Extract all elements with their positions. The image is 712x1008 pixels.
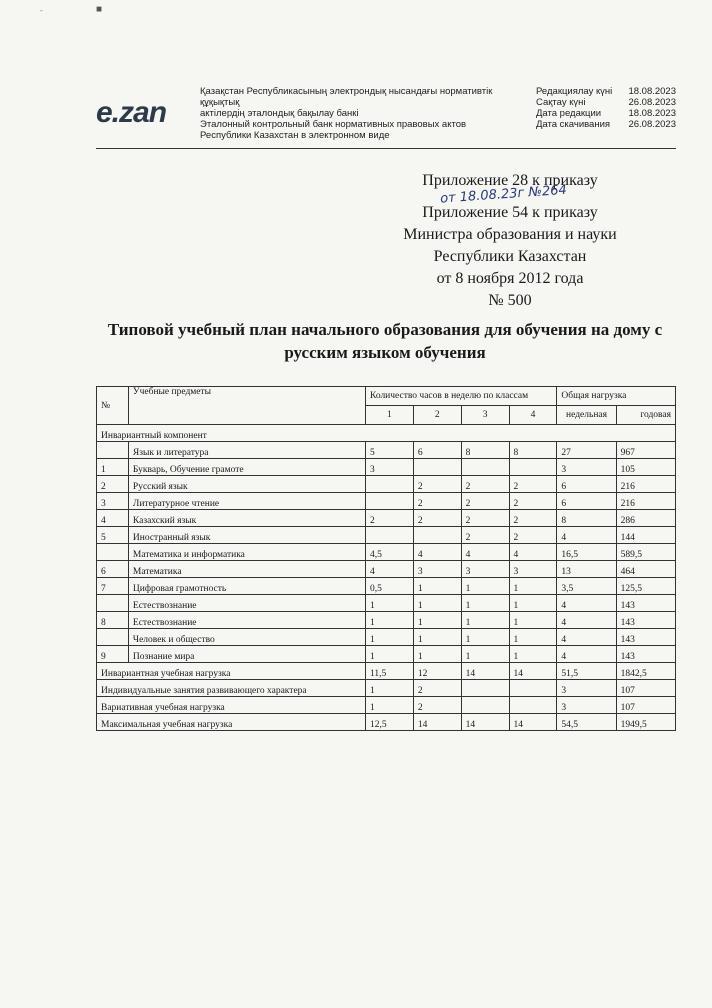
row-grade-hours: 2 [509,493,557,510]
document-title: Типовой учебный план начального образования для обучения на дому с русским языком обучения [107,320,663,362]
row-grade-hours: 3 [413,561,461,578]
meta-row: Дата скачивания 26.08.2023 [536,119,676,130]
table-row [97,476,676,493]
row-grade-hours: 2 [461,476,509,493]
row-grade-hours: 1 [365,629,413,646]
ezan-logo [96,96,166,130]
row-grade-hours: 1 [413,595,461,612]
logo-e: e. [96,96,120,129]
total-grade-hours [461,680,509,697]
row-grade-hours: 1 [461,595,509,612]
appendix-line: от 8 ноября 2012 года [436,270,584,287]
section-invariant: Инвариантный компонент [97,425,676,442]
total-row [97,663,676,680]
total-grade-hours: 2 [413,697,461,714]
row-num [97,595,129,612]
total-label: Инвариантная учебная нагрузка [97,663,366,680]
header-hours: Количество часов в неделю по классам [365,387,556,406]
header-source-text [200,86,510,141]
row-grade-hours: 4,5 [365,544,413,561]
header-line: Эталонный контрольный банк нормативных правовых актов [200,119,467,130]
row-grade-hours: 4 [461,544,509,561]
row-weekly: 4 [557,595,616,612]
row-num: 9 [97,646,129,663]
row-grade-hours: 1 [413,578,461,595]
row-num: 4 [97,510,129,527]
row-weekly: 13 [557,561,616,578]
total-grade-hours: 14 [509,714,557,731]
row-grade-hours: 0,5 [365,578,413,595]
logo-zan: zan [119,96,167,129]
row-grade-hours: 1 [509,578,557,595]
document-header [96,86,676,146]
table-row [97,442,676,459]
row-grade-hours: 8 [509,442,557,459]
row-num: 7 [97,578,129,595]
table-row [97,527,676,544]
appendix-line: Приложение 54 к приказу [422,204,598,221]
total-grade-hours: 14 [461,714,509,731]
header-grade: 4 [509,406,557,425]
header-line: Республики Казахстан в электронном виде [200,130,390,141]
row-num: 1 [97,459,129,476]
row-subject: Математика и информатика [128,544,365,561]
row-grade-hours [365,527,413,544]
total-yearly: 107 [616,697,675,714]
total-grade-hours: 14 [461,663,509,680]
row-num: 2 [97,476,129,493]
total-label: Вариативная учебная нагрузка [97,697,366,714]
row-grade-hours: 3 [365,459,413,476]
total-grade-hours: 1 [365,680,413,697]
row-grade-hours: 1 [365,646,413,663]
row-grade-hours: 5 [365,442,413,459]
row-weekly: 16,5 [557,544,616,561]
row-grade-hours: 2 [413,510,461,527]
row-subject: Литературное чтение [128,493,365,510]
meta-row: Редакциялау күні 18.08.2023 [536,86,676,97]
total-grade-hours: 12 [413,663,461,680]
row-grade-hours: 3 [509,561,557,578]
total-grade-hours [509,697,557,714]
appendix-line: Республики Казахстан [433,248,587,265]
row-yearly: 967 [616,442,675,459]
row-grade-hours: 2 [461,527,509,544]
row-weekly: 3 [557,459,616,476]
header-line: актілердің эталондық бақылау банкі [200,108,359,119]
row-yearly: 105 [616,459,675,476]
row-grade-hours: 1 [461,646,509,663]
row-num: 3 [97,493,129,510]
total-label: Индивидуальные занятия развивающего характера [97,680,366,697]
total-yearly: 107 [616,680,675,697]
row-grade-hours: 1 [365,595,413,612]
header-grade: 1 [365,406,413,425]
row-grade-hours: 2 [461,510,509,527]
row-weekly: 4 [557,527,616,544]
row-yearly: 464 [616,561,675,578]
row-weekly: 6 [557,493,616,510]
table-row [97,561,676,578]
row-subject: Цифровая грамотность [128,578,365,595]
row-weekly: 4 [557,612,616,629]
row-grade-hours [413,459,461,476]
total-grade-hours: 11,5 [365,663,413,680]
row-subject: Иностранный язык [128,527,365,544]
total-grade-hours [461,697,509,714]
row-num: 6 [97,561,129,578]
total-label: Максимальная учебная нагрузка [97,714,366,731]
table-row [97,629,676,646]
row-grade-hours: 4 [509,544,557,561]
row-num: 8 [97,612,129,629]
header-divider [96,148,676,149]
row-num [97,442,129,459]
row-grade-hours: 6 [413,442,461,459]
appendix-line: № 500 [488,292,532,309]
row-grade-hours: 2 [509,527,557,544]
scan-artifact: - [40,6,43,15]
table-row [97,612,676,629]
total-row [97,714,676,731]
total-row [97,697,676,714]
row-subject: Естествознание [128,612,365,629]
row-num: 5 [97,527,129,544]
total-weekly: 3 [557,680,616,697]
row-num [97,629,129,646]
total-yearly: 1949,5 [616,714,675,731]
table-row [97,510,676,527]
header-grade: 3 [461,406,509,425]
row-subject: Человек и общество [128,629,365,646]
curriculum-table [96,386,676,731]
table-row [97,578,676,595]
total-grade-hours [509,680,557,697]
total-grade-hours: 1 [365,697,413,714]
row-weekly: 4 [557,629,616,646]
meta-row: Дата редакции 18.08.2023 [536,108,676,119]
row-grade-hours: 2 [413,493,461,510]
table-row [97,595,676,612]
row-yearly: 144 [616,527,675,544]
row-subject: Казахский язык [128,510,365,527]
table-row [97,493,676,510]
row-grade-hours [365,493,413,510]
table-row [97,646,676,663]
row-weekly: 4 [557,646,616,663]
total-weekly: 51,5 [557,663,616,680]
appendix-line: Министра образования и науки [403,226,617,243]
appendix-line: Приложение 28 к приказу [422,172,598,189]
row-grade-hours: 1 [365,612,413,629]
total-grade-hours: 14 [509,663,557,680]
row-yearly: 143 [616,629,675,646]
row-yearly: 143 [616,595,675,612]
row-grade-hours [365,476,413,493]
row-yearly: 125,5 [616,578,675,595]
row-grade-hours: 2 [413,476,461,493]
row-grade-hours: 1 [413,646,461,663]
row-grade-hours: 1 [413,612,461,629]
row-grade-hours: 2 [509,510,557,527]
row-grade-hours: 1 [509,595,557,612]
header-num: № [97,387,129,425]
row-grade-hours: 2 [365,510,413,527]
section-row [97,425,676,442]
row-yearly: 589,5 [616,544,675,561]
row-subject: Познание мира [128,646,365,663]
row-yearly: 286 [616,510,675,527]
row-subject: Букварь, Обучение грамоте [128,459,365,476]
row-grade-hours [413,527,461,544]
table-row [97,459,676,476]
row-grade-hours: 1 [509,646,557,663]
header-yearly: годовая [616,406,675,425]
row-weekly: 6 [557,476,616,493]
row-num [97,544,129,561]
header-weekly: недельная [557,406,616,425]
row-grade-hours: 2 [509,476,557,493]
row-grade-hours: 4 [413,544,461,561]
row-weekly: 8 [557,510,616,527]
row-grade-hours: 1 [509,612,557,629]
total-weekly: 3 [557,697,616,714]
row-subject: Язык и литература [128,442,365,459]
row-grade-hours: 1 [509,629,557,646]
header-grade: 2 [413,406,461,425]
header-total: Общая нагрузка [557,387,676,406]
row-grade-hours: 3 [461,561,509,578]
total-grade-hours: 14 [413,714,461,731]
row-grade-hours: 2 [461,493,509,510]
row-grade-hours: 4 [365,561,413,578]
row-yearly: 143 [616,612,675,629]
total-row [97,680,676,697]
total-yearly: 1842,5 [616,663,675,680]
table-header-row [97,387,676,406]
row-grade-hours [509,459,557,476]
row-subject: Математика [128,561,365,578]
table-row [97,544,676,561]
row-weekly: 3,5 [557,578,616,595]
row-grade-hours: 1 [461,629,509,646]
row-grade-hours: 8 [461,442,509,459]
row-yearly: 216 [616,493,675,510]
total-grade-hours: 12,5 [365,714,413,731]
row-subject: Естествознание [128,595,365,612]
row-weekly: 27 [557,442,616,459]
row-yearly: 143 [616,646,675,663]
row-grade-hours: 1 [461,612,509,629]
row-grade-hours [461,459,509,476]
handwritten-note: от 18.08.23г №264 [439,182,568,207]
header-dates [536,86,676,130]
scan-artifact: ■ [96,4,103,15]
header-line: Қазақстан Республикасының электрондық нысандағы нормативтік құқықтық [200,86,493,108]
total-grade-hours: 2 [413,680,461,697]
header-subjects: Учебные предметы [128,387,365,425]
row-grade-hours: 1 [461,578,509,595]
total-weekly: 54,5 [557,714,616,731]
row-grade-hours: 1 [413,629,461,646]
row-yearly: 216 [616,476,675,493]
meta-row: Сақтау күні 26.08.2023 [536,97,676,108]
row-subject: Русский язык [128,476,365,493]
